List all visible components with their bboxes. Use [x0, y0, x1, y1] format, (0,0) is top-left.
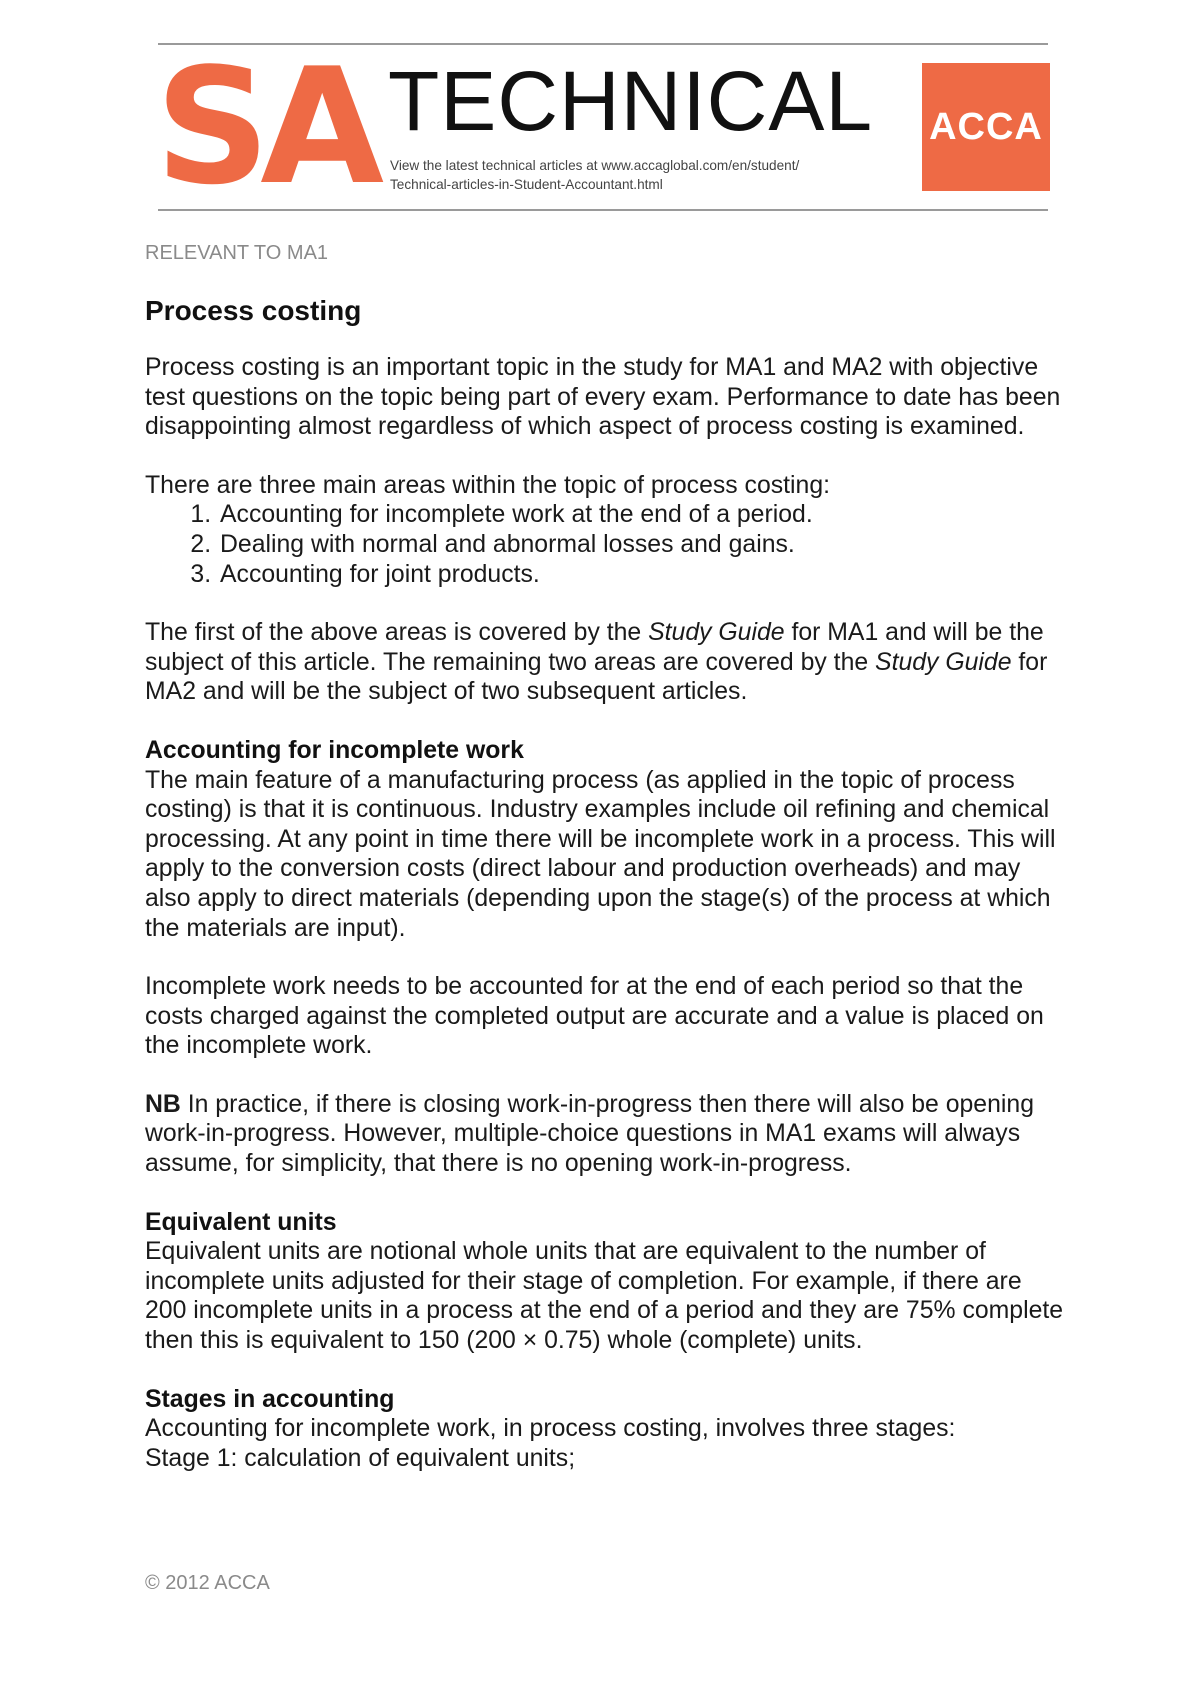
header-link-line-1[interactable]: View the latest technical articles at www.accaglobal.com/en/student/	[390, 158, 800, 173]
nb-text: In practice, if there is closing work-in-progress then there will also be opening work-in-progress. However, multiple-choice questions in MA1 exams will always assume, for simplicity, that there is no opening work-in-progress.	[145, 1090, 1034, 1178]
copyright-footer: © 2012 ACCA	[145, 1572, 270, 1594]
acca-logo-badge: ACCA	[922, 63, 1050, 191]
study-guide-paragraph	[145, 618, 1065, 707]
header-title: TECHNICAL	[388, 54, 874, 148]
sa-logo: SA	[155, 33, 375, 220]
intro-paragraph: Process costing is an important topic in the study for MA1 and MA2 with objective test questions on the topic being part of every exam. Performance to date has been disappointing almost regardless of which aspect of process costing is examined.	[145, 354, 1061, 441]
relevant-to-label: RELEVANT TO MA1	[145, 242, 329, 264]
areas-lead: There are three main areas within the topic of process costing:	[145, 471, 831, 499]
header-link-text[interactable]	[390, 156, 799, 194]
article-body	[145, 232, 1065, 1473]
list-item: 2. Dealing with normal and abnormal losses and gains.	[218, 530, 1065, 560]
study-guide-emphasis: Study Guide	[875, 648, 1012, 676]
header-link-line-2[interactable]: Technical-articles-in-Student-Accountant.html	[390, 177, 663, 192]
incomplete-work-paragraph: The main feature of a manufacturing process (as applied in the topic of process costing) is that it is continuous. Industry examples include oil refining and chemical processing. At any point in time there will be incomplete work in a process. This will apply to the conversion costs (direct labour and production overheads) and may also apply to direct materials (depending upon the stage(s) of the process at which the materials are input).	[145, 766, 1056, 942]
study-text-3: for MA2 and will be the subject of two subsequent articles.	[145, 648, 1048, 706]
list-item: 1. Accounting for incomplete work at the end of a period.	[218, 500, 1065, 530]
incomplete-work-paragraph-2: Incomplete work needs to be accounted for at the end of each period so that the costs charged against the completed output are accurate and a value is placed on the incomplete work.	[145, 973, 1044, 1060]
section-heading-stages: Stages in accounting	[145, 1385, 395, 1413]
equivalent-units-paragraph: Equivalent units are notional whole units that are equivalent to the number of incomplete units adjusted for their stage of completion. For example, if there are 200 incomplete units in a process at the end of a period and they are 75% complete then this is equivalent to 150 (200 × 0.75) whole (complete) units.	[145, 1238, 1064, 1355]
nb-label: NB	[145, 1090, 181, 1118]
list-item: 3. Accounting for joint products.	[218, 560, 1065, 590]
study-text-2: for MA1 and will be the subject of this article. The remaining two areas are covered by the	[145, 619, 1044, 676]
header-bottom-rule	[158, 209, 1048, 211]
nb-paragraph	[145, 1090, 1065, 1179]
stage-1-line: Stage 1: calculation of equivalent units;	[145, 1444, 576, 1472]
section-heading-equivalent-units: Equivalent units	[145, 1208, 337, 1236]
section-heading-incomplete-work: Accounting for incomplete work	[145, 736, 524, 764]
stages-paragraph: Accounting for incomplete work, in process costing, involves three stages:	[145, 1415, 956, 1443]
article-title: Process costing	[145, 295, 362, 326]
areas-list	[145, 500, 1065, 589]
study-text-1: The first of the above areas is covered by the	[145, 619, 649, 647]
study-guide-emphasis: Study Guide	[648, 619, 785, 647]
